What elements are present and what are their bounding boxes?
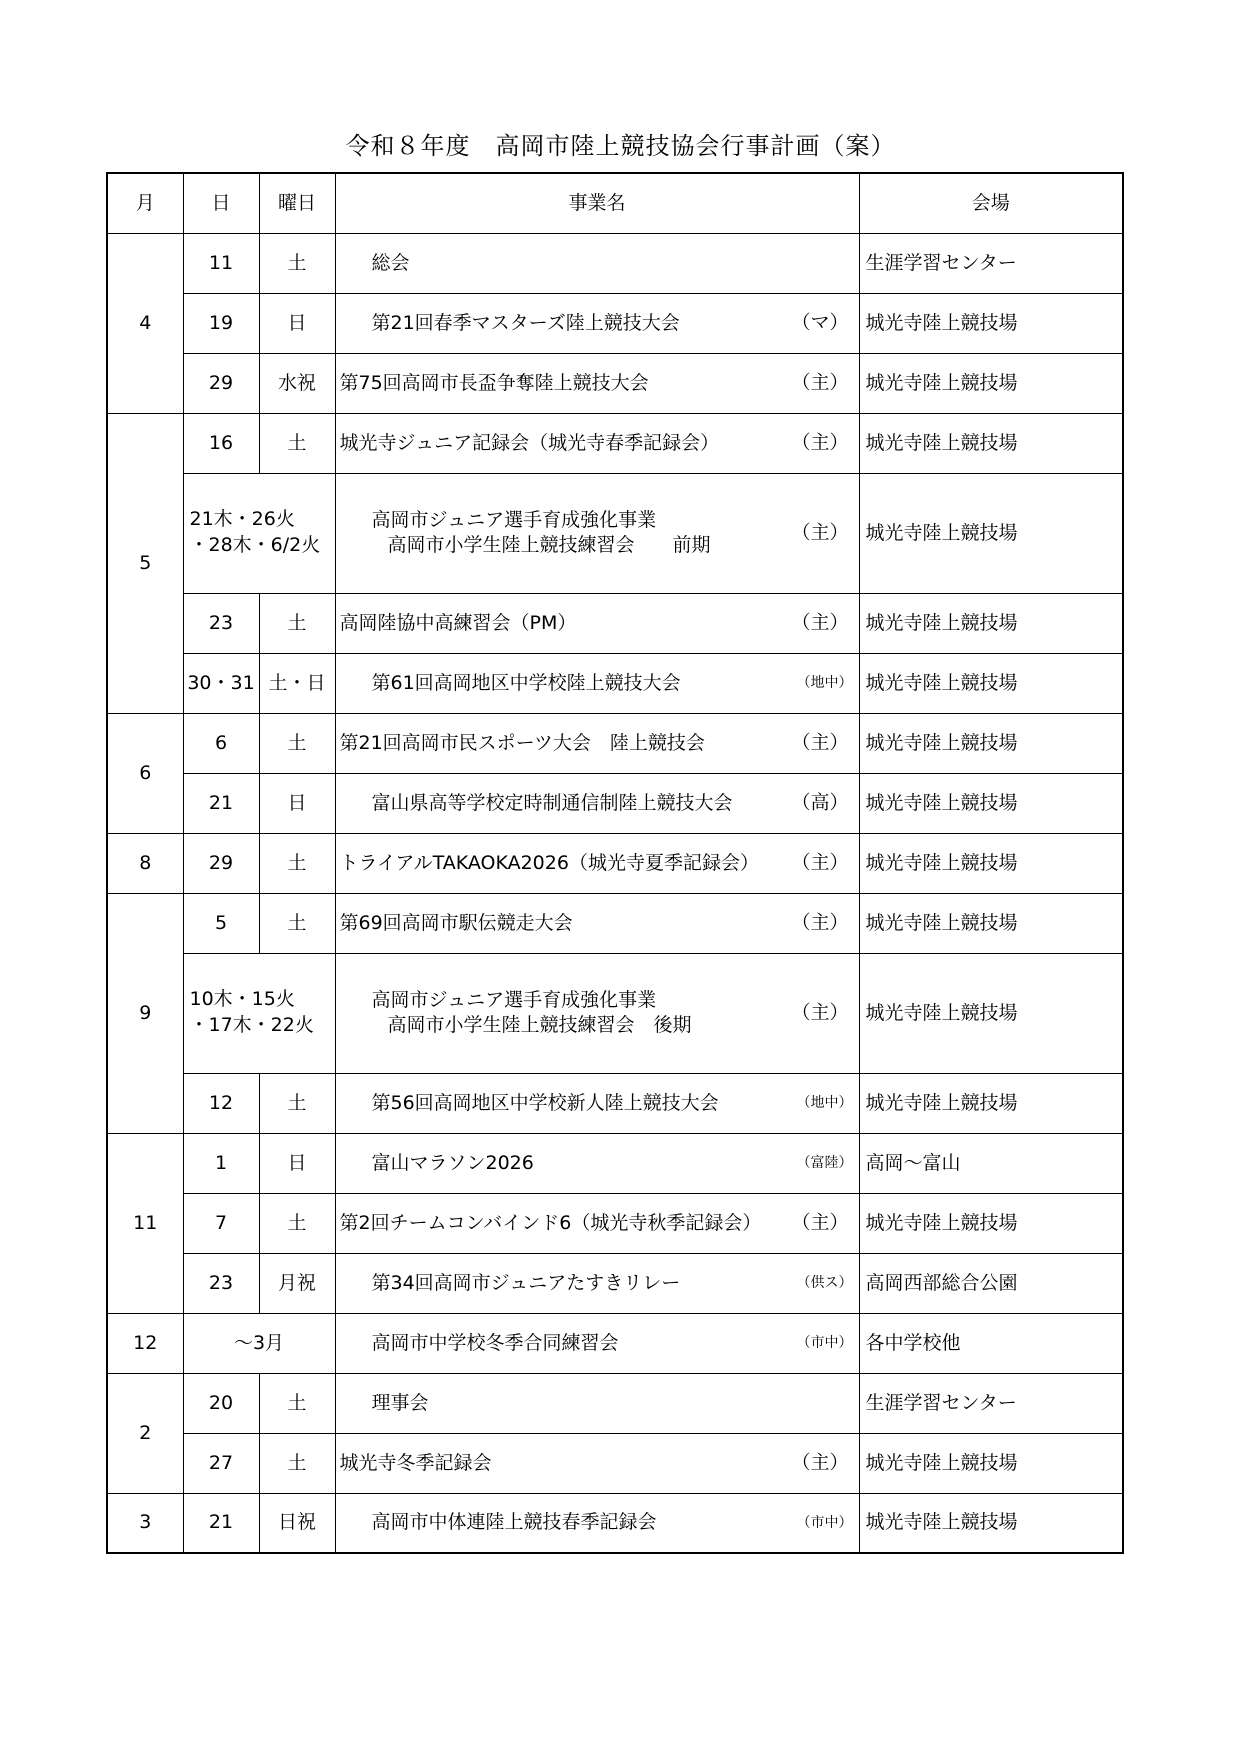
table-row — [107, 713, 1123, 773]
event-name: 城光寺ジュニア記録会（城光寺春季記録会） — [339, 431, 720, 454]
event-name: 第2回チームコンバインド6（城光寺秋季記録会） — [339, 1211, 762, 1234]
event-cell — [335, 713, 859, 773]
day-cell: 23 — [183, 593, 259, 653]
organizer-tag: （地中） — [796, 674, 853, 691]
header-day: 日 — [183, 173, 259, 233]
header-venue: 会場 — [859, 173, 1123, 233]
organizer-tag: （供ス） — [796, 1274, 853, 1291]
venue-cell: 城光寺陸上競技場 — [859, 1073, 1123, 1133]
table-row — [107, 1493, 1123, 1553]
day-cell: 19 — [183, 293, 259, 353]
dates-line: ・28木・6/2火 — [189, 534, 321, 556]
day-cell: 29 — [183, 353, 259, 413]
table-row — [107, 233, 1123, 293]
day-cell: 20 — [183, 1373, 259, 1433]
day-cell: 11 — [183, 233, 259, 293]
table-row — [107, 1253, 1123, 1313]
organizer-tag: （マ） — [791, 311, 849, 334]
venue-cell: 生涯学習センター — [859, 1373, 1123, 1433]
month-cell: 11 — [107, 1133, 183, 1313]
day-cell: 21 — [183, 1493, 259, 1553]
month-cell: 8 — [107, 833, 183, 893]
event-cell — [335, 1433, 859, 1493]
event-cell — [335, 473, 859, 593]
venue-cell: 城光寺陸上競技場 — [859, 593, 1123, 653]
event-cell — [335, 353, 859, 413]
organizer-tag: （主） — [791, 911, 849, 934]
event-name: 高岡市中体連陸上競技春季記録会 — [371, 1511, 657, 1534]
day-cell: 29 — [183, 833, 259, 893]
event-name: 理事会 — [371, 1391, 429, 1414]
event-name: トライアルTAKAOKA2026（城光寺夏季記録会） — [339, 851, 759, 874]
event-cell — [335, 833, 859, 893]
dates-cell — [183, 953, 335, 1073]
organizer-tag: （主） — [791, 851, 849, 874]
table-row — [107, 293, 1123, 353]
day-cell: 27 — [183, 1433, 259, 1493]
table-row — [107, 653, 1123, 713]
event-name: 第75回高岡市長盃争奪陸上競技大会 — [339, 371, 649, 394]
dates-line: 10木・15火 — [189, 988, 295, 1011]
event-name: 高岡市中学校冬季合同練習会 — [371, 1331, 619, 1354]
organizer-tag: （高） — [791, 791, 849, 814]
header-row — [107, 173, 1123, 233]
organizer-tag: （主） — [791, 1211, 849, 1234]
weekday-cell: 土 — [259, 833, 335, 893]
month-cell: 12 — [107, 1313, 183, 1373]
event-name: 高岡市ジュニア選手育成強化事業 — [371, 509, 657, 532]
day-cell: 30・31 — [183, 653, 259, 713]
event-name: 富山県高等学校定時制通信制陸上競技大会 — [371, 791, 733, 814]
day-cell: 16 — [183, 413, 259, 473]
event-cell — [335, 593, 859, 653]
month-cell: 3 — [107, 1493, 183, 1553]
table-row — [107, 833, 1123, 893]
event-subname: 高岡市小学生陸上競技練習会 後期 — [387, 1014, 692, 1036]
period-cell: ～3月 — [183, 1313, 335, 1373]
venue-cell: 城光寺陸上競技場 — [859, 653, 1123, 713]
header-weekday: 曜日 — [259, 173, 335, 233]
event-name: 総会 — [371, 251, 410, 274]
day-cell: 21 — [183, 773, 259, 833]
venue-cell: 高岡～富山 — [859, 1133, 1123, 1193]
table-row — [107, 953, 1123, 1073]
page-title: 令和８年度 高岡市陸上競技協会行事計画（案） — [345, 132, 896, 160]
month-cell: 5 — [107, 413, 183, 713]
table-row — [107, 1073, 1123, 1133]
organizer-tag: （市中） — [796, 1334, 853, 1351]
event-name: 高岡陸協中高練習会（PM） — [339, 611, 577, 634]
organizer-tag: （主） — [791, 371, 849, 394]
organizer-tag: （主） — [791, 611, 849, 634]
event-name: 第34回高岡市ジュニアたすきリレー — [371, 1271, 681, 1294]
organizer-tag: （富陸） — [796, 1154, 853, 1171]
event-cell — [335, 653, 859, 713]
venue-cell: 城光寺陸上競技場 — [859, 293, 1123, 353]
event-cell — [335, 1313, 859, 1373]
table-row — [107, 1433, 1123, 1493]
event-name: 城光寺冬季記録会 — [339, 1451, 492, 1474]
organizer-tag: （主） — [791, 1001, 849, 1024]
venue-cell: 城光寺陸上競技場 — [859, 353, 1123, 413]
month-cell: 4 — [107, 233, 183, 413]
venue-cell: 城光寺陸上競技場 — [859, 713, 1123, 773]
event-cell — [335, 293, 859, 353]
weekday-cell: 日祝 — [259, 1493, 335, 1553]
venue-cell: 城光寺陸上競技場 — [859, 773, 1123, 833]
organizer-tag: （市中） — [796, 1514, 853, 1531]
table-row — [107, 353, 1123, 413]
weekday-cell: 土 — [259, 593, 335, 653]
event-cell — [335, 1073, 859, 1133]
event-name: 第21回春季マスターズ陸上競技大会 — [371, 311, 680, 334]
table-row — [107, 593, 1123, 653]
weekday-cell: 日 — [259, 293, 335, 353]
table-row — [107, 413, 1123, 473]
venue-cell: 城光寺陸上競技場 — [859, 1493, 1123, 1553]
month-cell: 9 — [107, 893, 183, 1133]
event-name: 高岡市ジュニア選手育成強化事業 — [371, 989, 657, 1012]
venue-cell: 城光寺陸上競技場 — [859, 833, 1123, 893]
dates-cell — [183, 473, 335, 593]
schedule-body — [107, 233, 1123, 1553]
schedule-table — [106, 172, 1124, 1554]
venue-cell: 生涯学習センター — [859, 233, 1123, 293]
venue-cell: 城光寺陸上競技場 — [859, 1193, 1123, 1253]
event-name: 第69回高岡市駅伝競走大会 — [339, 911, 573, 934]
venue-cell: 高岡西部総合公園 — [859, 1253, 1123, 1313]
day-cell: 23 — [183, 1253, 259, 1313]
weekday-cell: 月祝 — [259, 1253, 335, 1313]
venue-cell: 城光寺陸上競技場 — [859, 893, 1123, 953]
organizer-tag: （主） — [791, 431, 849, 454]
table-row — [107, 1133, 1123, 1193]
event-subname: 高岡市小学生陸上競技練習会 前期 — [387, 534, 711, 556]
weekday-cell: 水祝 — [259, 353, 335, 413]
weekday-cell: 日 — [259, 1133, 335, 1193]
event-cell — [335, 773, 859, 833]
month-cell: 6 — [107, 713, 183, 833]
venue-cell: 各中学校他 — [859, 1313, 1123, 1373]
venue-cell: 城光寺陸上競技場 — [859, 953, 1123, 1073]
weekday-cell: 土 — [259, 713, 335, 773]
day-cell: 1 — [183, 1133, 259, 1193]
weekday-cell: 土 — [259, 1193, 335, 1253]
weekday-cell: 土 — [259, 233, 335, 293]
day-cell: 5 — [183, 893, 259, 953]
weekday-cell: 土 — [259, 413, 335, 473]
day-cell: 7 — [183, 1193, 259, 1253]
event-name: 第56回高岡地区中学校新人陸上競技大会 — [371, 1091, 719, 1114]
organizer-tag: （主） — [791, 521, 849, 544]
venue-cell: 城光寺陸上競技場 — [859, 413, 1123, 473]
venue-cell: 城光寺陸上競技場 — [859, 473, 1123, 593]
venue-cell: 城光寺陸上競技場 — [859, 1433, 1123, 1493]
weekday-cell: 日 — [259, 773, 335, 833]
table-row — [107, 1373, 1123, 1433]
organizer-tag: （主） — [791, 1451, 849, 1474]
weekday-cell: 土・日 — [259, 653, 335, 713]
event-name: 富山マラソン2026 — [371, 1151, 534, 1174]
weekday-cell: 土 — [259, 893, 335, 953]
weekday-cell: 土 — [259, 1373, 335, 1433]
month-cell: 2 — [107, 1373, 183, 1493]
table-row — [107, 773, 1123, 833]
day-cell: 6 — [183, 713, 259, 773]
weekday-cell: 土 — [259, 1073, 335, 1133]
header-event: 事業名 — [335, 173, 859, 233]
event-name: 第21回高岡市民スポーツ大会 陸上競技会 — [339, 731, 705, 754]
event-cell — [335, 1373, 859, 1433]
organizer-tag: （主） — [791, 731, 849, 754]
event-cell — [335, 413, 859, 473]
event-cell — [335, 1193, 859, 1253]
dates-line: 21木・26火 — [189, 508, 295, 531]
event-cell — [335, 1493, 859, 1553]
event-name: 第61回高岡地区中学校陸上競技大会 — [371, 671, 681, 694]
event-cell — [335, 953, 859, 1073]
table-row — [107, 473, 1123, 593]
dates-line: ・17木・22火 — [189, 1014, 314, 1036]
event-cell — [335, 1133, 859, 1193]
table-row — [107, 893, 1123, 953]
event-cell — [335, 233, 859, 293]
organizer-tag: （地中） — [796, 1094, 853, 1111]
event-cell — [335, 893, 859, 953]
table-row — [107, 1313, 1123, 1373]
header-month: 月 — [107, 173, 183, 233]
event-cell — [335, 1253, 859, 1313]
table-row — [107, 1193, 1123, 1253]
day-cell: 12 — [183, 1073, 259, 1133]
weekday-cell: 土 — [259, 1433, 335, 1493]
